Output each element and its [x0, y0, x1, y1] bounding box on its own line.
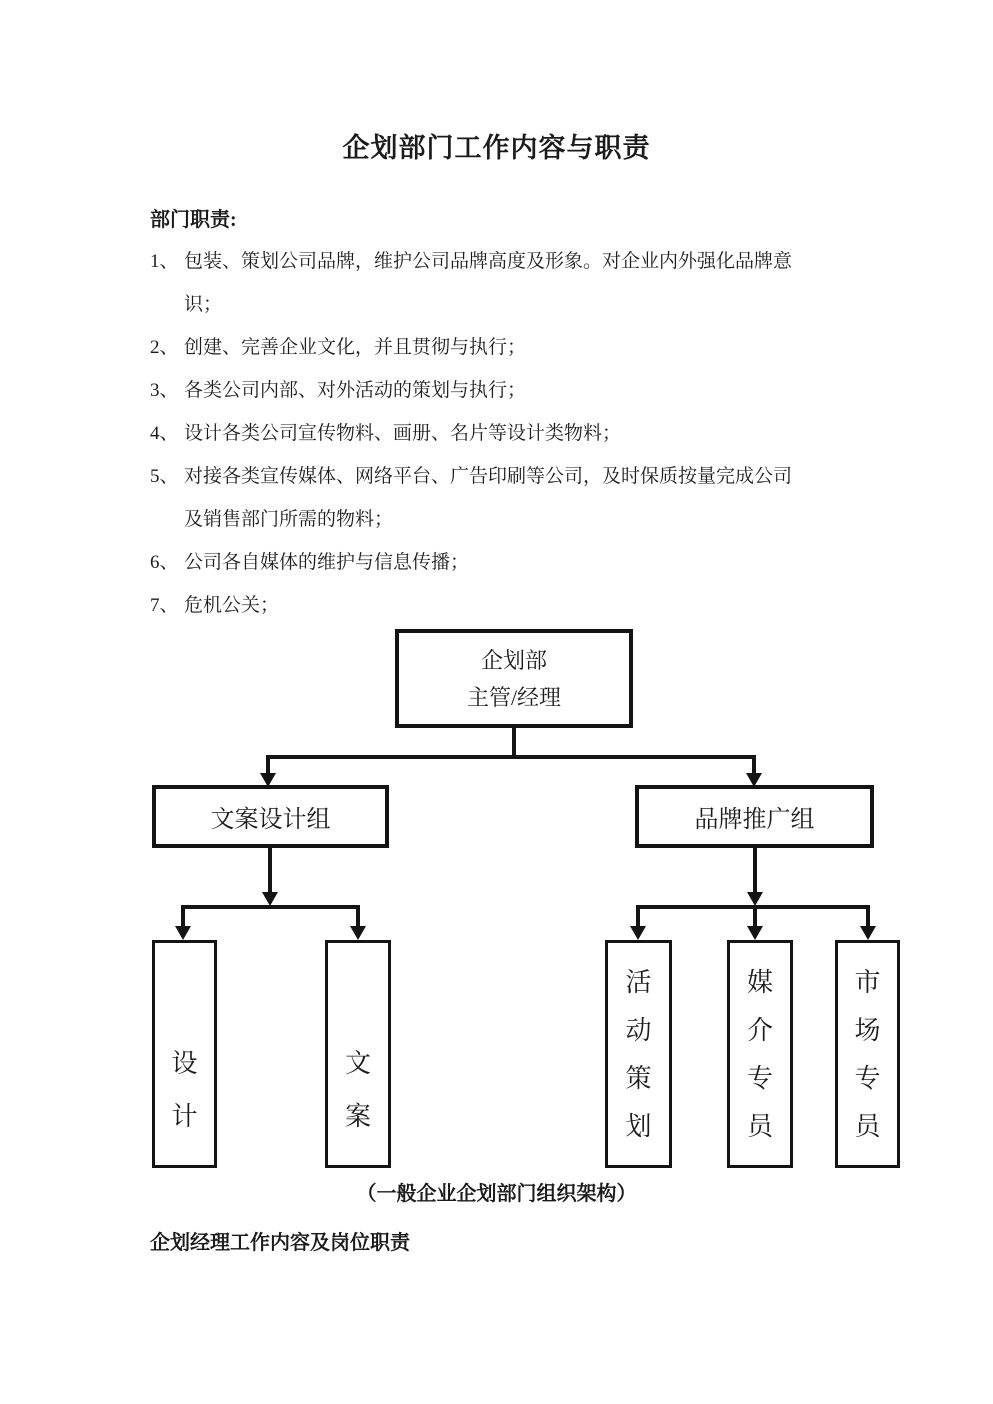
list-item-text: 包装、策划公司品牌，维护公司品牌高度及形象。对企业内外强化品牌意 [184, 251, 793, 272]
arrowhead-down-icon [747, 926, 763, 940]
arrowhead-down-icon [175, 926, 191, 940]
list-item-text: 创建、完善企业文化，并且贯彻与执行； [184, 337, 527, 358]
org-node-label: 文案 [344, 1049, 371, 1131]
org-node-label-line2: 主管/经理 [466, 684, 562, 710]
org-node-label: 活动策划 [625, 968, 652, 1141]
org-node-label: 媒介专员 [746, 968, 773, 1141]
list-item [150, 584, 860, 627]
org-node-market-specialist [835, 940, 900, 1168]
list-item-text: 设计各类公司宣传物料、画册、名片等设计类物料； [184, 423, 622, 444]
page-title: 企划部门工作内容与职责 [342, 133, 651, 163]
arrowhead-down-icon [262, 892, 278, 906]
list-item-text: 危机公关； [184, 595, 280, 616]
list-item [150, 369, 860, 412]
org-node-label-line1: 企划部 [480, 647, 547, 673]
org-node-brand-promotion-group [635, 785, 874, 848]
list-item-number: 7、 [150, 595, 179, 616]
arrowhead-down-icon [350, 926, 366, 940]
list-item [150, 326, 860, 369]
section-heading-duties: 部门职责: [150, 209, 237, 231]
org-node-design [152, 940, 217, 1168]
org-node-copywriting [325, 940, 391, 1168]
list-item-number: 3、 [150, 380, 179, 401]
org-node-copy-design-group [152, 785, 389, 848]
list-item [150, 412, 860, 455]
diagram-caption: （一般企业企划部门组织架构） [356, 1183, 637, 1205]
list-item-number: 2、 [150, 337, 179, 358]
list-item-number: 1、 [150, 251, 179, 272]
org-node-label: 设计 [171, 1049, 198, 1131]
list-item-number: 4、 [150, 423, 179, 444]
arrowhead-down-icon [630, 926, 646, 940]
footer-section-heading: 企划经理工作内容及岗位职责 [150, 1232, 410, 1254]
org-node-root [395, 629, 633, 728]
list-item-text: 对接各类宣传媒体、网络平台、广告印刷等公司，及时保质按量完成公司 [184, 466, 793, 487]
list-item-number: 5、 [150, 466, 179, 487]
list-item-number: 6、 [150, 552, 179, 573]
org-node-label: 文案设计组 [210, 807, 331, 833]
org-node-label [467, 642, 561, 716]
list-item [150, 455, 860, 541]
org-node-label: 市场专员 [854, 968, 881, 1141]
list-item-text-wrap: 及销售部门所需的物料； [184, 509, 394, 530]
list-item [150, 240, 860, 326]
org-node-media-specialist [727, 940, 793, 1168]
list-item-text: 公司各自媒体的维护与信息传播； [184, 552, 470, 573]
arrowhead-down-icon [747, 892, 763, 906]
list-item-text: 各类公司内部、对外活动的策划与执行； [184, 380, 527, 401]
org-node-label: 品牌推广组 [694, 807, 815, 833]
org-node-event-planning [605, 940, 672, 1168]
duties-list [150, 240, 860, 627]
arrowhead-down-icon [860, 926, 876, 940]
list-item-text-wrap: 识； [184, 294, 223, 315]
list-item [150, 541, 860, 584]
